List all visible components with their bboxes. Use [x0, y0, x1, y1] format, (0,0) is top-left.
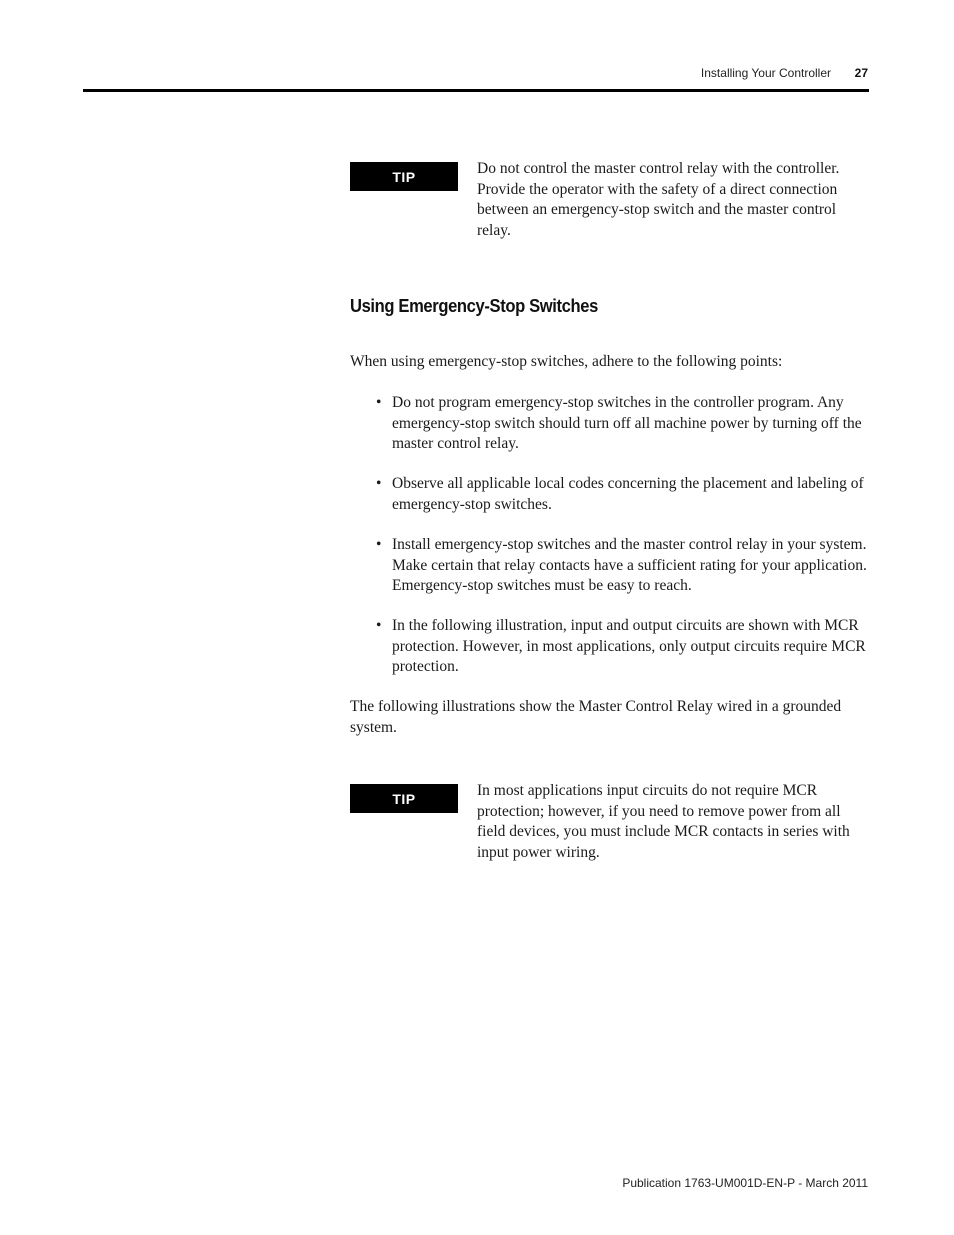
running-header-title: Installing Your Controller	[700, 66, 831, 80]
bullet-text: Observe all applicable local codes concerning the placement and labeling of emergency-stop switches.	[392, 475, 864, 513]
bullet-item	[376, 616, 872, 678]
publication-footer: Publication 1763-UM001D-EN-P - March 2011	[622, 1176, 868, 1190]
bullet-icon: •	[376, 536, 382, 553]
bullet-item	[376, 474, 872, 515]
intro-paragraph: When using emergency-stop switches, adhere to the following points:	[350, 353, 783, 370]
header-divider	[83, 89, 869, 92]
closing-paragraph: The following illustrations show the Master Control Relay wired in a grounded system.	[350, 698, 842, 736]
tip-label: TIP	[392, 790, 416, 807]
tip-label-box	[350, 162, 458, 191]
bullet-item	[376, 535, 872, 597]
section-heading: Using Emergency-Stop Switches	[350, 296, 598, 316]
bullet-icon: •	[376, 394, 382, 411]
bullet-icon: •	[376, 475, 382, 492]
bullet-text: Do not program emergency-stop switches in the controller program. Any emergency-stop switch should turn off all machine power by turning off the master control relay.	[392, 394, 862, 452]
tip-text: Do not control the master control relay with the controller. Provide the operator with the safety of a direct connection between an emergency-stop switch and the master control relay.	[477, 160, 840, 239]
bullet-text: Install emergency-stop switches and the master control relay in your system. Make certain that relay contacts have a sufficient rating for your application. Emergency-stop switches must be easy to reach.	[392, 536, 867, 594]
bullet-item	[376, 393, 872, 455]
tip-label: TIP	[392, 168, 416, 185]
page-number: 27	[854, 66, 868, 80]
bullet-icon: •	[376, 617, 382, 634]
tip-text: In most applications input circuits do not require MCR protection; however, if you need to remove power from all field devices, you must include MCR contacts in series with input power wiring.	[477, 782, 850, 861]
tip-label-box	[350, 784, 458, 813]
bullet-text: In the following illustration, input and output circuits are shown with MCR protection. However, in most applications, only output circuits require MCR protection.	[392, 617, 866, 675]
